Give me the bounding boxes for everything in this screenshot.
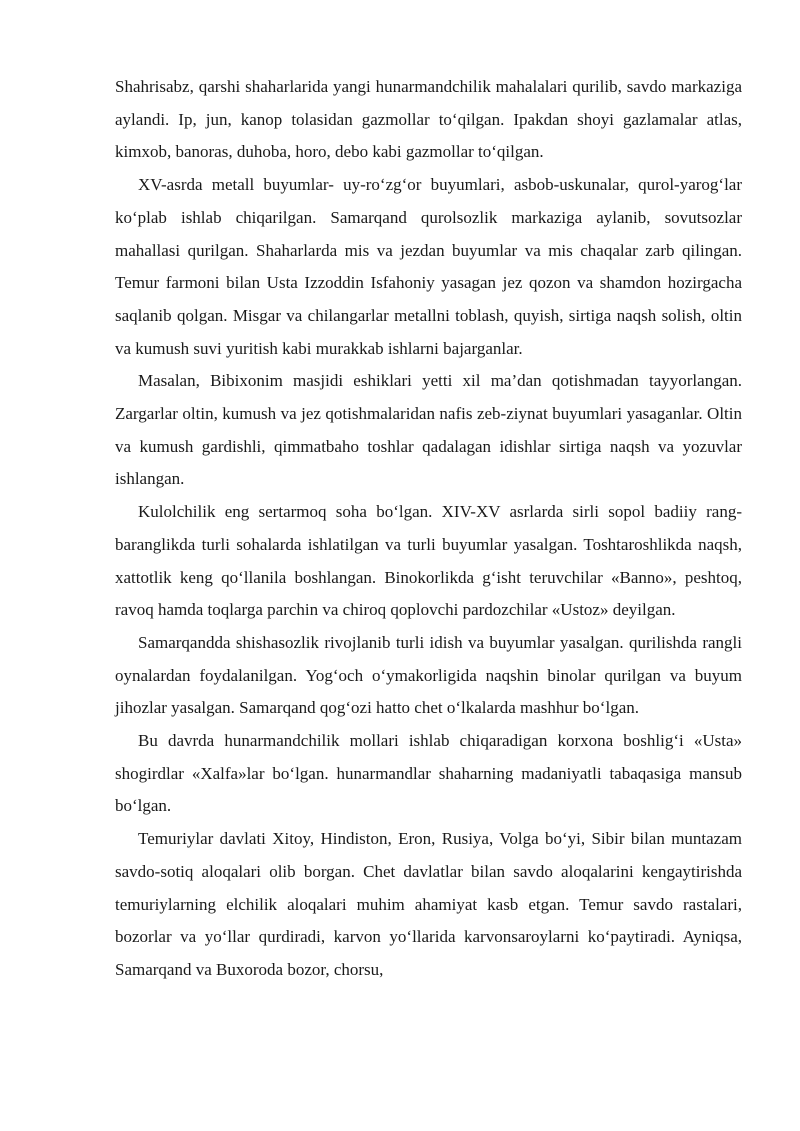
paragraph: XV-asrda metall buyumlar- uy-ro‘zg‘or buyumlari, asbob-uskunalar, qurol-yarog‘lar ko‘plab ishlab chiqarilgan. Samarqand qurolsozlik markaziga aylanib, sovutsozlar mahallasi qurilgan. Shaharlarda mis va jezdan buyumlar va mis chaqalar zarb qilingan. Temur farmoni bilan Usta Izzoddin Isfahoniy yasagan jez qozon va shamdon hozirgacha saqlanib qolgan. Misgar va chilangarlar metallni toblash, quyish, sirtiga naqsh solish, oltin va kumush suvi yuritish kabi murakkab ishlarni bajarganlar. [115,175,742,358]
paragraph: Kulolchilik eng sertarmoq soha bo‘lgan. XIV-XV asrlarda sirli sopol badiiy rang-baranglikda turli sohalarda ishlatilgan va turli buyumlar yasalgan. Toshtaroshlikda naqsh, xattotlik keng qo‘llanila boshlangan. Binokorlikda g‘isht teruvchilar «Banno», peshtoq, ravoq hamda toqlarga parchin va chiroq qoplovchi pardozchilar «Ustoz» deyilgan. [115,502,742,620]
paragraph: Masalan, Bibixonim masjidi eshiklari yetti xil ma’dan qotishmadan tayyorlangan. Zargarlar oltin, kumush va jez qotishmalaridan nafis zeb-ziynat buyumlari yasaganlar. Oltin va kumush gardishli, qimmatbaho toshlar qadalagan idishlar sirtiga naqsh va yozuvlar ishlangan. [115,371,742,489]
document-page [115,71,742,987]
paragraph: Shahrisabz, qarshi shaharlarida yangi hunarmandchilik mahalalari qurilib, savdo markaziga aylandi. Ip, jun, kanop tolasidan gazmollar to‘qilgan. Ipakdan shoyi gazlamalar atlas, kimxob, banoras, duhoba, horo, debo kabi gazmollar to‘qilgan. [115,77,742,162]
paragraph: Temuriylar davlati Xitoy, Hindiston, Eron, Rusiya, Volga bo‘yi, Sibir bilan muntazam savdo-sotiq aloqalari olib borgan. Chet davlatlar bilan savdo aloqalarini kengaytirishda temuriylarning elchilik aloqalari muhim ahamiyat kasb etgan. Temur savdo rastalari, bozorlar va yo‘llar qurdiradi, karvon yo‘llarida karvonsaroylarni ko‘paytiradi. Ayniqsa, Samarqand va Buxoroda bozor, chorsu, [115,829,742,979]
paragraph: Samarqandda shishasozlik rivojlanib turli idish va buyumlar yasalgan. qurilishda rangli oynalardan foydalanilgan. Yog‘och o‘ymakorligida naqshin binolar qurilgan va buyum jihozlar yasalgan. Samarqand qog‘ozi hatto chet o‘lkalarda mashhur bo‘lgan. [115,632,742,718]
paragraph: Bu davrda hunarmandchilik mollari ishlab chiqaradigan korxona boshlig‘i «Usta» shogirdlar «Xalfa»lar bo‘lgan. hunarmandlar shaharning madaniyatli tabaqasiga mansub bo‘lgan. [115,731,742,816]
